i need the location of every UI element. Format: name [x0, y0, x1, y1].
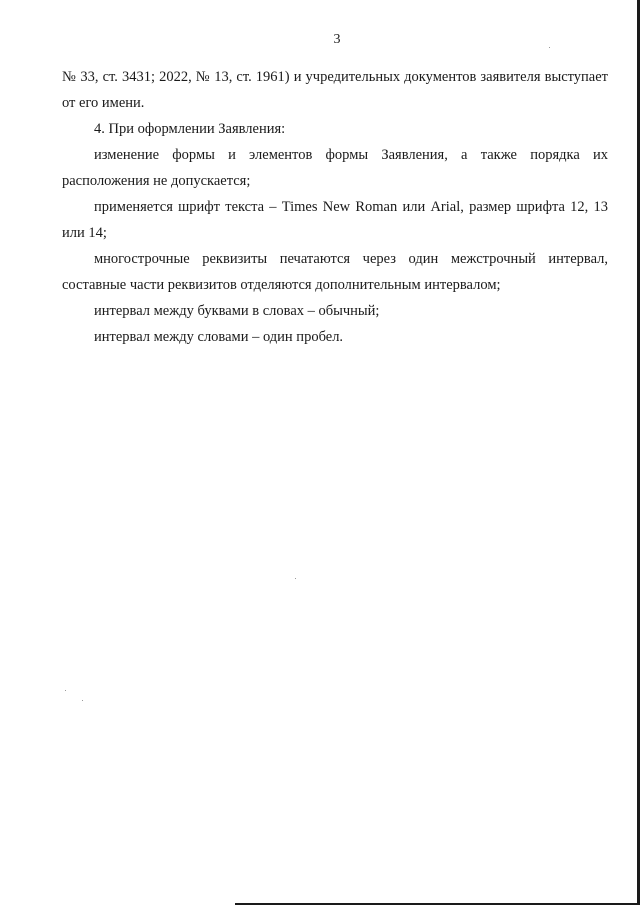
paragraph-multiline-rule: многострочные реквизиты печатаются через один межстрочный интервал, составные части реквизитов отделяются дополнительным интервалом; [62, 251, 608, 293]
scan-speck [295, 578, 296, 579]
document-body [62, 64, 608, 350]
paragraph-letter-spacing-rule: интервал между буквами в словах – обычный; [94, 303, 380, 319]
paragraph-font-rule: применяется шрифт текста – Times New Roman или Arial, размер шрифта 12, 13 или 14; [62, 199, 608, 241]
scan-speck [82, 700, 83, 701]
paragraph-continuation: № 33, ст. 3431; 2022, № 13, ст. 1961) и учредительных документов заявителя выступает от его имени. [62, 69, 608, 111]
paragraph-item-4-heading: 4. При оформлении Заявления: [94, 121, 286, 137]
paragraph-word-spacing-rule: интервал между словами – один пробел. [94, 329, 344, 345]
paragraph-form-change-rule: изменение формы и элементов формы Заявления, а также порядка их расположения не допускается; [62, 147, 608, 189]
page-number: 3 [333, 32, 341, 47]
scan-speck [65, 690, 66, 691]
scan-speck [549, 47, 550, 48]
